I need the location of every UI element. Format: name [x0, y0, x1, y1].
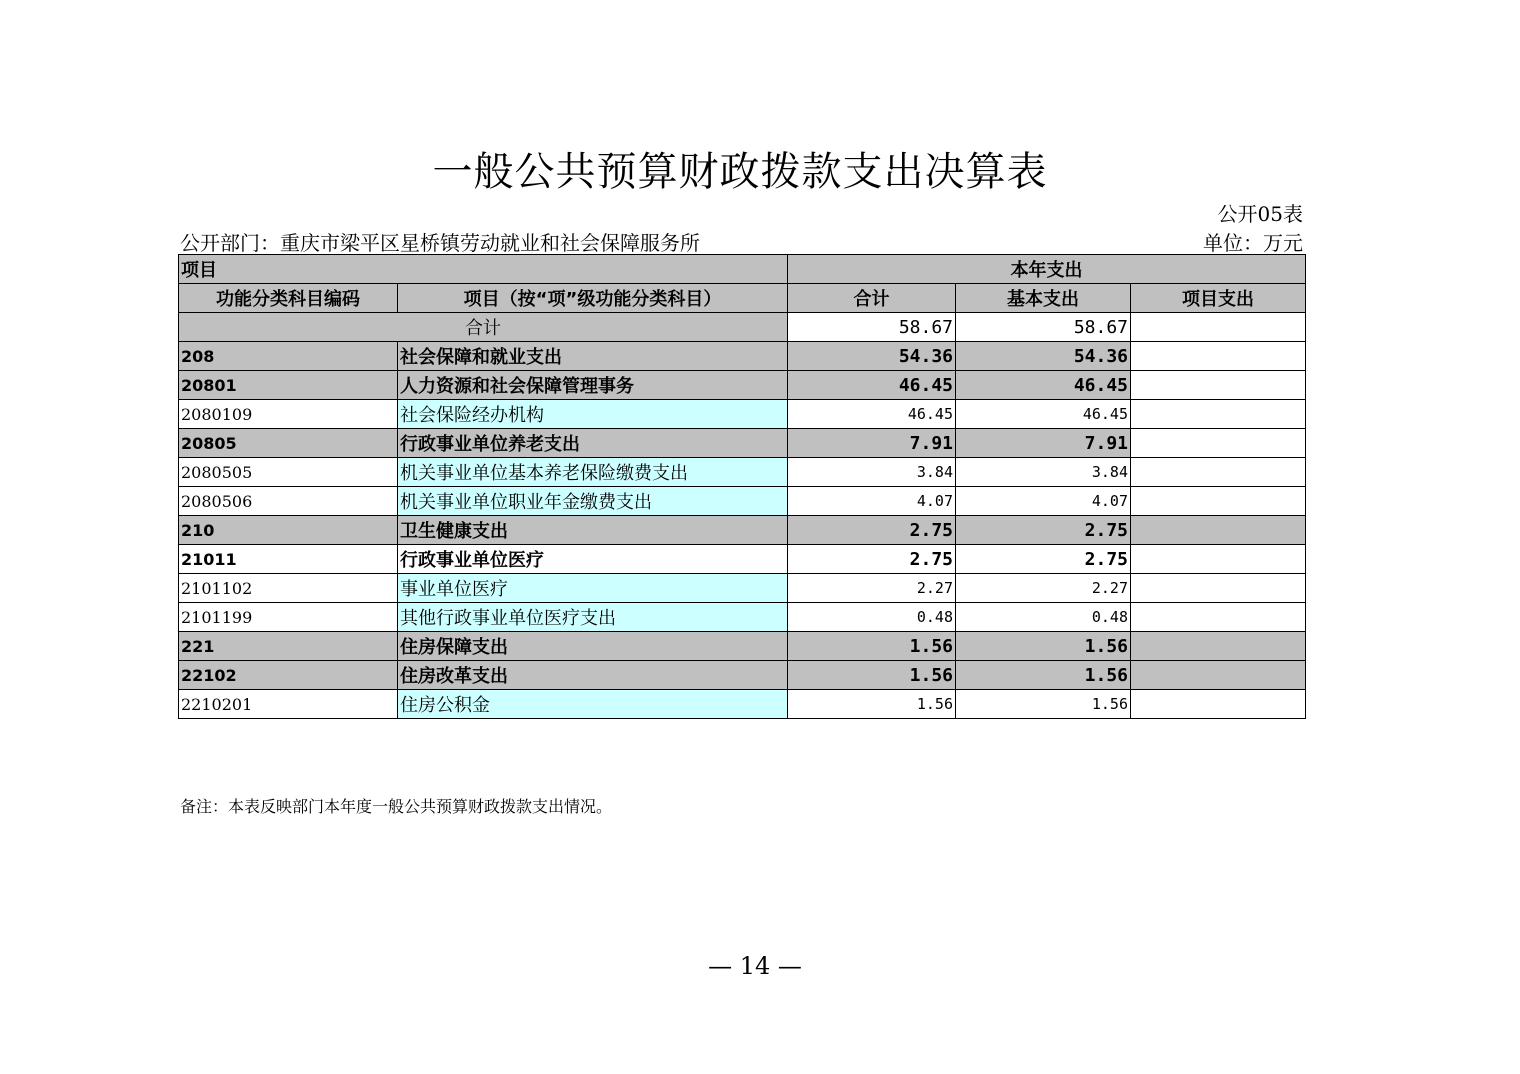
- row-name: 人力资源和社会保障管理事务: [398, 371, 788, 400]
- row-project: [1131, 632, 1306, 661]
- row-code: 2210201: [179, 690, 398, 719]
- row-name: 行政事业单位医疗: [398, 545, 788, 574]
- table-row: [179, 516, 1306, 545]
- row-name: 卫生健康支出: [398, 516, 788, 545]
- row-basic: 3.84: [956, 458, 1131, 487]
- row-basic: 2.75: [956, 516, 1131, 545]
- row-code: 221: [179, 632, 398, 661]
- total-label: 合计: [179, 313, 788, 342]
- row-total: 3.84: [788, 458, 956, 487]
- row-code: 2080109: [179, 400, 398, 429]
- row-basic: 1.56: [956, 661, 1131, 690]
- row-code: 2101102: [179, 574, 398, 603]
- header-project: 项目: [179, 255, 788, 284]
- row-project: [1131, 342, 1306, 371]
- header-basic: 基本支出: [956, 284, 1131, 313]
- total-row: [179, 313, 1306, 342]
- row-project: [1131, 545, 1306, 574]
- total-project: [1131, 313, 1306, 342]
- table-row: [179, 545, 1306, 574]
- row-total: 2.75: [788, 545, 956, 574]
- header-row-columns: [179, 284, 1306, 313]
- row-name: 机关事业单位职业年金缴费支出: [398, 487, 788, 516]
- table-row: [179, 690, 1306, 719]
- form-code: 公开05表: [1217, 202, 1303, 226]
- row-basic: 1.56: [956, 690, 1131, 719]
- table-row: [179, 487, 1306, 516]
- row-basic: 4.07: [956, 487, 1131, 516]
- row-total: 0.48: [788, 603, 956, 632]
- row-name: 住房公积金: [398, 690, 788, 719]
- header-current-year: 本年支出: [788, 255, 1306, 284]
- row-basic: 2.75: [956, 545, 1131, 574]
- row-name: 社会保障和就业支出: [398, 342, 788, 371]
- row-code: 20801: [179, 371, 398, 400]
- row-code: 2080505: [179, 458, 398, 487]
- table-row: [179, 661, 1306, 690]
- row-basic: 2.27: [956, 574, 1131, 603]
- row-project: [1131, 458, 1306, 487]
- row-name: 行政事业单位养老支出: [398, 429, 788, 458]
- row-total: 46.45: [788, 371, 956, 400]
- row-total: 4.07: [788, 487, 956, 516]
- total-basic: 58.67: [956, 313, 1131, 342]
- row-name: 其他行政事业单位医疗支出: [398, 603, 788, 632]
- row-total: 2.75: [788, 516, 956, 545]
- row-name: 住房保障支出: [398, 632, 788, 661]
- table-row: [179, 574, 1306, 603]
- row-code: 2080506: [179, 487, 398, 516]
- row-project: [1131, 690, 1306, 719]
- row-code: 20805: [179, 429, 398, 458]
- department-label: 公开部门：重庆市梁平区星桥镇劳动就业和社会保障服务所: [180, 231, 700, 255]
- table-row: [179, 429, 1306, 458]
- header-name: 项目（按“项”级功能分类科目）: [398, 284, 788, 313]
- header-code: 功能分类科目编码: [179, 284, 398, 313]
- row-basic: 7.91: [956, 429, 1131, 458]
- header-row-top: [179, 255, 1306, 284]
- page-title: 一般公共预算财政拨款支出决算表: [432, 149, 1048, 195]
- row-basic: 1.56: [956, 632, 1131, 661]
- row-code: 210: [179, 516, 398, 545]
- row-project: [1131, 661, 1306, 690]
- row-name: 机关事业单位基本养老保险缴费支出: [398, 458, 788, 487]
- table-row: [179, 371, 1306, 400]
- table-row: [179, 632, 1306, 661]
- row-project: [1131, 487, 1306, 516]
- row-total: 1.56: [788, 632, 956, 661]
- row-total: 2.27: [788, 574, 956, 603]
- row-code: 22102: [179, 661, 398, 690]
- table-row: [179, 342, 1306, 371]
- row-code: 2101199: [179, 603, 398, 632]
- table-row: [179, 458, 1306, 487]
- header-total: 合计: [788, 284, 956, 313]
- row-basic: 54.36: [956, 342, 1131, 371]
- row-name: 住房改革支出: [398, 661, 788, 690]
- row-total: 46.45: [788, 400, 956, 429]
- row-name: 社会保险经办机构: [398, 400, 788, 429]
- row-project: [1131, 429, 1306, 458]
- total-amount: 58.67: [788, 313, 956, 342]
- row-project: [1131, 603, 1306, 632]
- row-basic: 46.45: [956, 371, 1131, 400]
- row-total: 1.56: [788, 690, 956, 719]
- row-name: 事业单位医疗: [398, 574, 788, 603]
- row-total: 7.91: [788, 429, 956, 458]
- row-total: 1.56: [788, 661, 956, 690]
- table-row: [179, 400, 1306, 429]
- row-project: [1131, 574, 1306, 603]
- row-basic: 0.48: [956, 603, 1131, 632]
- table-row: [179, 603, 1306, 632]
- row-code: 21011: [179, 545, 398, 574]
- row-total: 54.36: [788, 342, 956, 371]
- page-number: — 14 —: [708, 952, 802, 980]
- row-project: [1131, 516, 1306, 545]
- row-code: 208: [179, 342, 398, 371]
- row-basic: 46.45: [956, 400, 1131, 429]
- unit-label: 单位：万元: [1203, 231, 1303, 255]
- row-project: [1131, 371, 1306, 400]
- header-project-expense: 项目支出: [1131, 284, 1306, 313]
- budget-table: [178, 254, 1306, 719]
- table-note: 备注：本表反映部门本年度一般公共预算财政拨款支出情况。: [180, 797, 613, 816]
- row-project: [1131, 400, 1306, 429]
